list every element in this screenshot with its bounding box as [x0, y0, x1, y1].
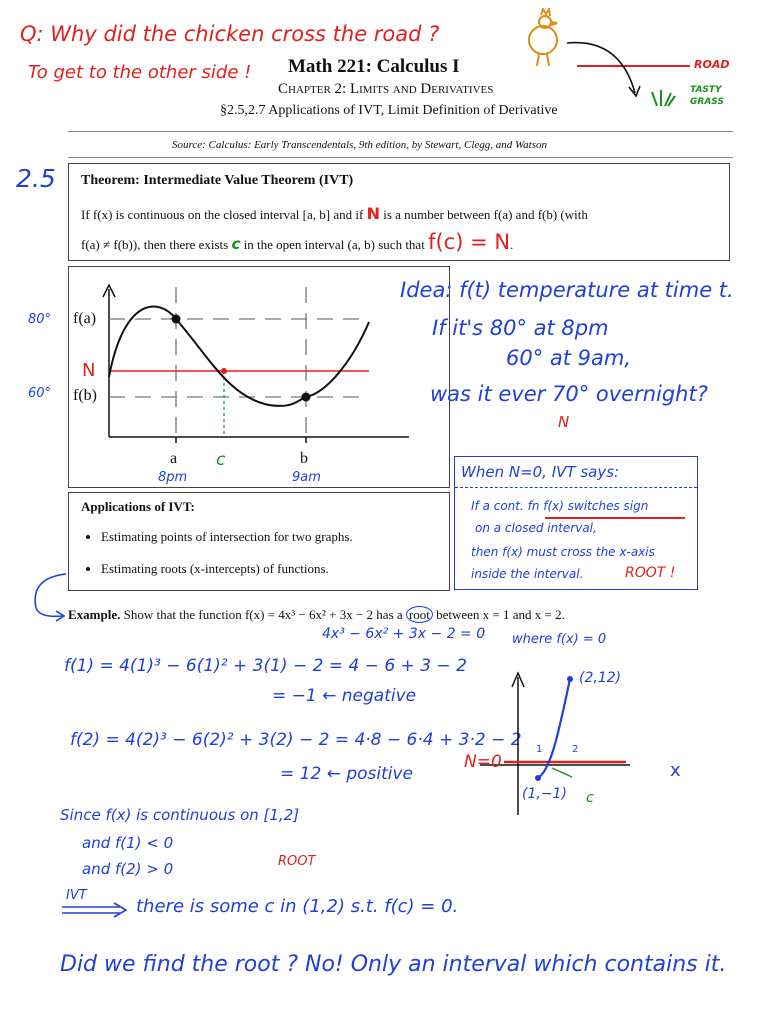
grass-label-1: TASTY — [690, 85, 722, 95]
joke-question: Q: Why did the chicken cross the road ? — [20, 22, 440, 46]
ivt-says-title: When N=0, IVT says: — [461, 463, 620, 481]
example-equation: 4x³ − 6x² + 3x − 2 = 0 — [322, 626, 486, 642]
theorem-title: Theorem: Intermediate Value Theorem (IVT) — [81, 173, 354, 188]
root-graph-point-bottom — [535, 775, 541, 781]
label-fb: f(b) — [73, 387, 97, 404]
example-label: Example. — [68, 607, 121, 622]
curved-arrow-icon — [28, 568, 72, 624]
root-graph-n-zero: N=0 — [464, 752, 502, 772]
applications-title: Applications of IVT: — [81, 499, 195, 514]
ivt-says-line-2: on a closed interval, — [475, 521, 597, 535]
theorem-text-3: f(a) ≠ f(b)), then there exists — [81, 237, 229, 252]
f1-line-2: = −1 ← negative — [272, 686, 417, 706]
arrow-icon — [567, 43, 635, 93]
time-b: 9am — [292, 470, 321, 485]
example-where-note: where f(x) = 0 — [512, 632, 607, 647]
root-graph — [460, 665, 700, 830]
theorem-text-4: in the open interval (a, b) such that — [243, 237, 425, 252]
example-text-a: Show that the function f(x) = 4x³ − 6x² + 3x − 2 has a — [123, 607, 403, 622]
theorem-box — [68, 163, 730, 261]
idea-n-arrow: N — [558, 413, 570, 431]
source-divider — [68, 157, 733, 158]
theorem-line-1 — [81, 204, 588, 223]
application-item: • Estimating roots (x-intercepts) of functions. — [101, 561, 353, 577]
ivt-says-line-3: then f(x) must cross the x-axis — [471, 545, 655, 559]
theorem-text-1: If f(x) is continuous on the closed interval [a, b] and if — [81, 207, 364, 222]
function-curve — [109, 306, 369, 405]
header-divider — [68, 131, 733, 132]
ivt-label: IVT — [66, 888, 87, 903]
applications-list — [69, 529, 353, 593]
root-graph-tick-1: 1 — [536, 744, 543, 755]
ivt-says-line-4: inside the interval. — [471, 567, 584, 581]
example-text-b: between x = 1 and x = 2. — [436, 607, 565, 622]
label-fa: f(a) — [73, 310, 97, 327]
ivt-graph — [69, 267, 449, 487]
point-c — [221, 368, 227, 374]
root-graph-label-bottom: (1,−1) — [522, 786, 567, 802]
sections-title: §2.5,2.7 Applications of IVT, Limit Definition of Derivative — [220, 103, 558, 118]
since-line-1: Since f(x) is continuous on [1,2] — [60, 806, 300, 824]
joke-answer: To get to the other side ! — [28, 62, 252, 83]
final-line: Did we find the root ? No! Only an interval which contains it. — [60, 952, 727, 977]
theorem-text-2: is a number between f(a) and f(b) (with — [383, 207, 588, 222]
road-label: ROAD — [694, 58, 730, 71]
label-a: a — [170, 450, 178, 467]
idea-line-2: If it's 80° at 8pm — [432, 316, 609, 340]
theorem-period: . — [510, 237, 514, 252]
root-circled: root — [406, 606, 433, 623]
root-graph-x-label: x — [670, 760, 681, 781]
point-fa — [172, 315, 181, 324]
since-line-3: and f(2) > 0 — [82, 860, 174, 878]
theorem-line-2 — [81, 230, 513, 254]
label-c: c — [216, 450, 226, 470]
root-note: ROOT — [278, 854, 316, 869]
chicken-icon — [529, 9, 557, 66]
fc-equals-n: f(c) = N — [428, 230, 511, 254]
temp-80: 80° — [28, 312, 52, 327]
section-note: 2.5 — [16, 164, 56, 193]
implies-arrow-icon — [60, 902, 130, 918]
example-line — [68, 607, 565, 623]
c-symbol: c — [231, 235, 241, 253]
n-symbol: N — [366, 204, 380, 223]
idea-line-4: was it ever 70° overnight? — [430, 382, 708, 406]
ivt-says-root: ROOT ! — [625, 565, 676, 581]
applications-box — [68, 492, 450, 591]
root-graph-tick-2: 2 — [572, 744, 579, 755]
point-fb — [302, 393, 311, 402]
root-graph-c: c — [586, 790, 594, 806]
application-item: • Estimating points of intersection for two graphs. — [101, 529, 353, 545]
temp-60: 60° — [28, 386, 52, 401]
root-graph-label-top: (2,12) — [579, 670, 622, 686]
since-line-2: and f(1) < 0 — [82, 834, 174, 852]
f2-line-1: f(2) = 4(2)³ − 6(2)² + 3(2) − 2 = 4·8 − 6·4 + 3·2 − 2 — [70, 730, 522, 750]
chapter-title: Chapter 2: Limits and Derivatives — [278, 81, 494, 97]
source-line: Source: Calculus: Early Transcendentals, 9th edition, by Stewart, Clegg, and Watson — [172, 139, 547, 151]
root-graph-point-top — [567, 676, 573, 682]
time-a: 8pm — [158, 470, 188, 485]
label-b: b — [300, 450, 308, 467]
ivt-says-box — [454, 456, 698, 590]
idea-line-3: 60° at 9am, — [506, 346, 632, 370]
f1-line-1: f(1) = 4(1)³ − 6(1)² + 3(1) − 2 = 4 − 6 + 3 − 2 — [64, 656, 467, 676]
idea-line-1: Idea: f(t) temperature at time t. — [400, 278, 734, 302]
grass-icon — [652, 90, 675, 106]
ivt-graph-box — [68, 266, 450, 488]
course-title: Math 221: Calculus I — [288, 56, 460, 77]
conclusion-line: there is some c in (1,2) s.t. f(c) = 0. — [136, 896, 459, 917]
ivt-says-line-1: If a cont. fn f(x) switches sign — [471, 499, 649, 513]
grass-label-2: GRASS — [690, 97, 724, 107]
label-n: N — [82, 360, 96, 381]
f2-line-2: = 12 ← positive — [280, 764, 414, 784]
